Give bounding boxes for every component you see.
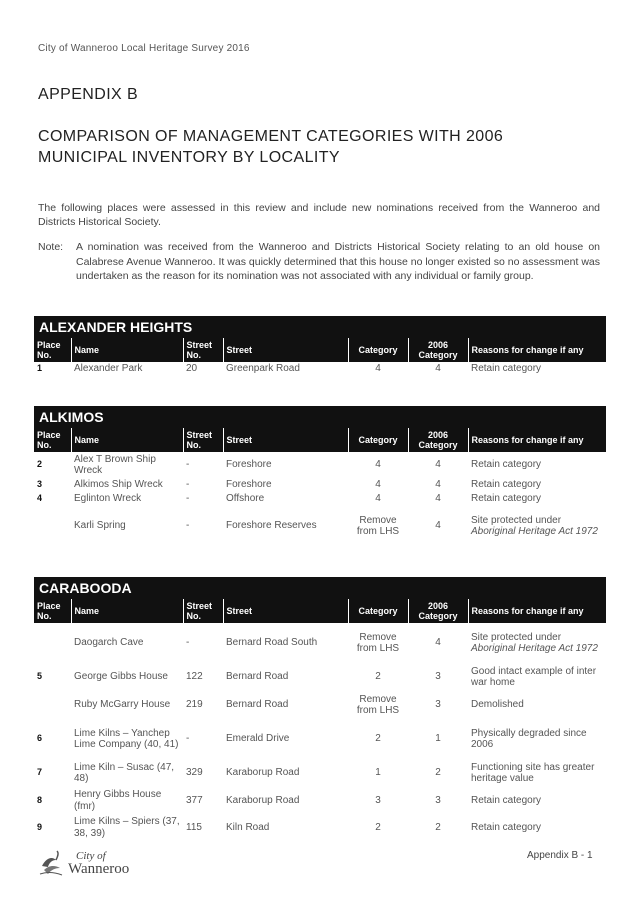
act-name: Aboriginal Heritage Act 1972: [471, 526, 598, 537]
place-no: 5: [37, 671, 43, 682]
section-alexander-heights: [34, 316, 606, 376]
col-street-no: Street No.: [183, 599, 223, 623]
category: 2: [375, 671, 381, 683]
section-title: ALEXANDER HEIGHTS: [34, 316, 606, 338]
header-row: [34, 428, 606, 452]
category-2006: 3: [435, 671, 441, 683]
reasons: Retain category: [471, 363, 542, 375]
category: 4: [375, 479, 381, 491]
col-name: Name: [71, 428, 183, 452]
place-name: Ruby McGarry House: [74, 699, 171, 711]
reasons: Retain category: [471, 821, 542, 833]
reasons: Retain category: [471, 459, 542, 471]
category: Remove from LHS: [356, 693, 400, 716]
logo-wordmark: [68, 850, 129, 876]
col-name: Name: [71, 599, 183, 623]
place-no: 7: [37, 767, 43, 778]
category: 1: [375, 767, 381, 779]
col-category: Category: [348, 599, 408, 623]
table-row: [34, 492, 606, 506]
category: 3: [375, 794, 381, 806]
col-street-no: Street No.: [183, 338, 223, 362]
street-no: -: [186, 493, 190, 505]
place-name: Eglinton Wreck: [74, 493, 142, 505]
reasons: [468, 623, 606, 663]
street: Foreshore Reserves: [226, 520, 317, 532]
place-name: Henry Gibbs House (fmr): [74, 789, 162, 812]
appendix-heading: APPENDIX B: [38, 86, 139, 103]
street-no: -: [186, 637, 190, 649]
table-row: [34, 814, 606, 841]
title-line-1: COMPARISON OF MANAGEMENT CATEGORIES WITH 2006: [38, 128, 504, 145]
category-2006: 4: [435, 637, 441, 649]
street-no: 329: [186, 767, 203, 779]
category-2006: 4: [435, 363, 441, 375]
col-street-no: Street No.: [183, 428, 223, 452]
category-2006: 4: [435, 520, 441, 532]
place-name: Daogarch Cave: [74, 637, 144, 649]
running-header: City of Wanneroo Local Heritage Survey 2016: [38, 43, 250, 54]
table-row: [34, 787, 606, 814]
intro-paragraph: The following places were assessed in this review and include new nominations received from the Wanneroo and Districts Historical Society.: [38, 202, 600, 228]
note-paragraph: [38, 240, 600, 284]
street: Foreshore: [226, 479, 272, 491]
col-2006-category: 2006 Category: [408, 599, 468, 623]
street-no: 20: [186, 363, 198, 375]
street-no: -: [186, 733, 190, 745]
reasons: [468, 506, 606, 546]
col-name: Name: [71, 338, 183, 362]
place-no: 8: [37, 794, 43, 805]
place-name: Alkimos Ship Wreck: [74, 479, 163, 491]
street: Bernard Road: [226, 699, 289, 711]
col-street: Street: [223, 599, 348, 623]
place-no: 4: [37, 493, 43, 504]
col-reasons: Reasons for change if any: [468, 428, 606, 452]
reasons: Retain category: [471, 794, 542, 806]
street: Emerald Drive: [226, 733, 290, 745]
category-2006: 3: [435, 794, 441, 806]
street: Karaborup Road: [226, 794, 300, 806]
col-place-no: Place No.: [34, 338, 71, 362]
street: Kiln Road: [226, 821, 270, 833]
col-category: Category: [348, 428, 408, 452]
section-carabooda: [34, 577, 606, 841]
col-reasons: Reasons for change if any: [468, 599, 606, 623]
reasons-text: Site protected under: [471, 631, 562, 643]
place-name: Lime Kilns – Spiers (37, 38, 39): [74, 816, 180, 839]
category-2006: 2: [435, 821, 441, 833]
category-2006: 2: [435, 767, 441, 779]
table-row: [34, 691, 606, 719]
reasons: Good intact example of inter war home: [471, 665, 597, 688]
category: 4: [375, 459, 381, 471]
street-no: -: [186, 459, 190, 471]
street: Bernard Road South: [226, 637, 318, 649]
table-row: [34, 663, 606, 691]
category: 4: [375, 363, 381, 375]
header-row: [34, 599, 606, 623]
page-title: [38, 126, 503, 168]
swan-icon: [38, 848, 64, 878]
reasons: Retain category: [471, 479, 542, 491]
note-text: A nomination was received from the Wanneroo and Districts Historical Society relating to an old house on Calabrese Avenue Wanneroo. It was quickly determined that this house no longer existed so no assessment was undertaken as the reason for its nomination was not associated with any individual or family group.: [76, 241, 600, 282]
category: Remove from LHS: [356, 514, 400, 537]
street: Bernard Road: [226, 671, 289, 683]
table-row: [34, 452, 606, 478]
place-no: 9: [37, 821, 43, 832]
reasons: Demolished: [471, 699, 524, 711]
places-table: [34, 338, 606, 376]
street-no: 377: [186, 794, 203, 806]
col-2006-category: 2006 Category: [408, 338, 468, 362]
col-place-no: Place No.: [34, 428, 71, 452]
table-row: [34, 759, 606, 787]
street-no: -: [186, 520, 190, 532]
category: 2: [375, 821, 381, 833]
place-no: [34, 623, 71, 663]
street-no: 219: [186, 699, 203, 711]
place-no: 6: [37, 733, 43, 744]
places-table: [34, 599, 606, 841]
street-no: 122: [186, 671, 203, 683]
section-title: ALKIMOS: [34, 406, 606, 428]
logo-line-2: Wanneroo: [68, 861, 130, 877]
places-table: [34, 428, 606, 546]
street-no: -: [186, 479, 190, 491]
street: Foreshore: [226, 459, 272, 471]
col-category: Category: [348, 338, 408, 362]
place-no: 1: [37, 363, 43, 374]
street-no: 115: [186, 821, 202, 833]
category-2006: 3: [435, 699, 441, 711]
street: Greenpark Road: [226, 363, 300, 375]
city-of-wanneroo-logo: [38, 848, 129, 878]
table-row: [34, 719, 606, 759]
col-2006-category: 2006 Category: [408, 428, 468, 452]
place-name: Lime Kiln – Susac (47, 48): [74, 761, 175, 784]
category: Remove from LHS: [356, 631, 400, 654]
reasons-text: Site protected under: [471, 514, 562, 526]
place-name: Lime Kilns – Yanchep Lime Company (40, 41): [74, 727, 179, 750]
header-row: [34, 338, 606, 362]
category-2006: 4: [435, 459, 441, 471]
col-street: Street: [223, 338, 348, 362]
section-alkimos: [34, 406, 606, 546]
place-no: [34, 506, 71, 546]
section-title: CARABOODA: [34, 577, 606, 599]
place-name: Karli Spring: [74, 520, 126, 532]
place-name: Alexander Park: [74, 363, 143, 375]
col-reasons: Reasons for change if any: [468, 338, 606, 362]
reasons: Retain category: [471, 493, 542, 505]
reasons: Functioning site has greater heritage value: [471, 761, 595, 784]
category: 4: [375, 493, 381, 505]
table-row: [34, 362, 606, 376]
title-line-2: MUNICIPAL INVENTORY BY LOCALITY: [38, 149, 340, 166]
logo-line-1: City of: [76, 850, 106, 862]
street: Karaborup Road: [226, 767, 300, 779]
place-no: 2: [37, 459, 43, 470]
street: Offshore: [226, 493, 265, 505]
table-row: [34, 623, 606, 663]
table-row: [34, 478, 606, 492]
page-number: Appendix B - 1: [527, 850, 593, 861]
reasons: Physically degraded since 2006: [471, 727, 587, 750]
category: 2: [375, 733, 381, 745]
place-name: Alex T Brown Ship Wreck: [74, 453, 156, 476]
col-place-no: Place No.: [34, 599, 71, 623]
col-street: Street: [223, 428, 348, 452]
place-name: George Gibbs House: [74, 671, 168, 683]
act-name: Aboriginal Heritage Act 1972: [471, 643, 598, 654]
table-row: [34, 506, 606, 546]
note-label: Note:: [38, 241, 64, 253]
place-no: [34, 691, 71, 719]
category-2006: 4: [435, 479, 441, 491]
category-2006: 1: [435, 733, 441, 745]
place-no: 3: [37, 479, 43, 490]
category-2006: 4: [435, 493, 441, 505]
